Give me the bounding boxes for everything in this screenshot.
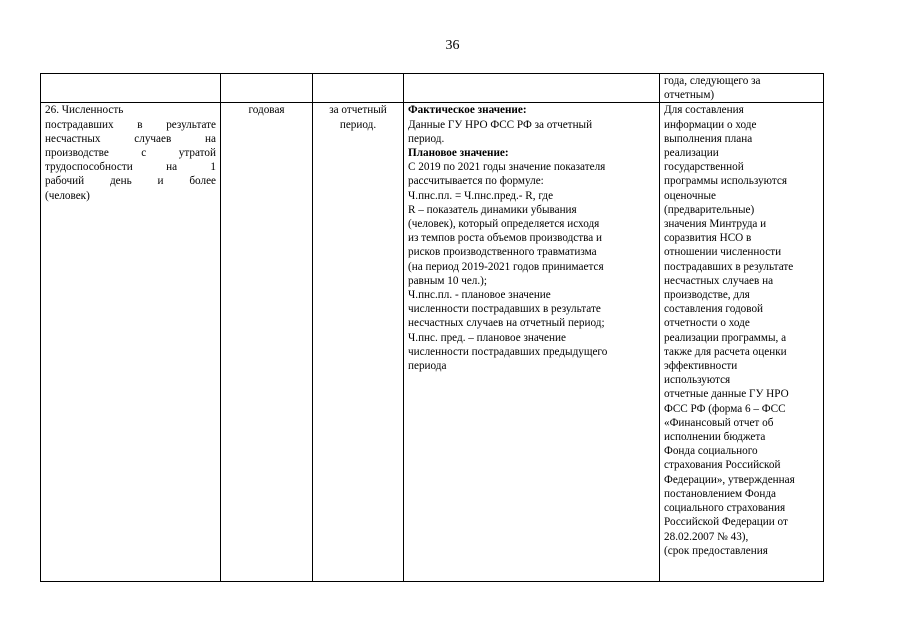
table-row xyxy=(41,103,824,582)
text-line: за отчетный xyxy=(329,104,387,117)
text-line: года, следующего за xyxy=(664,75,761,87)
text-line: (человек) xyxy=(45,189,90,202)
text-line: реализации xyxy=(664,147,719,160)
table-cell-source-continued xyxy=(660,74,824,103)
text-line: страхования Российской xyxy=(664,459,781,472)
text-line: отчетные данные ГУ НРО xyxy=(664,388,789,401)
text-line: 26. Численность xyxy=(45,104,124,117)
table-row xyxy=(41,74,824,103)
text-line: соразвития НСО в xyxy=(664,232,752,245)
text-line: реализации программы, а xyxy=(664,331,787,344)
periodicity-cell xyxy=(221,103,313,582)
text-line: отчетности о ходе xyxy=(664,317,750,330)
text-line: (человек), который определяется исходя xyxy=(408,218,600,231)
text-line: трудоспособности на 1 xyxy=(45,161,216,174)
method-cell xyxy=(404,103,660,582)
page-number: 36 xyxy=(445,38,460,53)
text-line: информации о ходе xyxy=(664,118,757,131)
text-line: несчастных случаев на xyxy=(664,274,774,287)
text-line: (срок предоставления xyxy=(664,544,768,557)
text-line: производстве, для xyxy=(664,289,750,302)
text-line: (на период 2019-2021 годов принимается xyxy=(408,260,604,273)
text-line: используются xyxy=(664,374,731,387)
text-line: численности пострадавших предыдущего xyxy=(408,345,608,358)
plan-heading: Плановое значение: xyxy=(408,147,509,160)
text-line: оценочные xyxy=(664,189,716,202)
text-line: Федерации», утвержденная xyxy=(664,473,795,486)
text-line: периода xyxy=(408,360,447,373)
text-line: из темпов роста объемов производства и xyxy=(408,232,603,245)
text-line: Российской Федерации от xyxy=(664,516,788,529)
text-line: «Финансовый отчет об xyxy=(664,416,774,429)
text-line: отношении численности xyxy=(664,246,782,259)
text-line: пострадавших в результате xyxy=(664,260,794,273)
text-line: государственной xyxy=(664,161,744,174)
text-line: Для составления xyxy=(664,104,744,117)
text-line: постановлением Фонда xyxy=(664,487,776,500)
fact-heading: Фактическое значение: xyxy=(408,104,527,117)
text-line: несчастных случаев на отчетный период; xyxy=(408,317,605,330)
text-line: R – показатель динамики убывания xyxy=(408,203,577,216)
text-line: также для расчета оценки xyxy=(664,345,787,358)
table-cell xyxy=(404,74,660,103)
source-cell xyxy=(660,103,824,582)
text-line: отчетным) xyxy=(664,89,715,102)
text-line: программы используются xyxy=(664,175,787,188)
text-line: С 2019 по 2021 годы значение показателя xyxy=(408,161,606,174)
text-line: рассчитывается по формуле: xyxy=(408,175,544,188)
period-cell xyxy=(313,103,404,582)
text-line: исполнении бюджета xyxy=(664,431,766,444)
text-line: эффективности xyxy=(664,360,738,373)
indicator-name-cell xyxy=(41,103,221,582)
text-line: Фонда социального xyxy=(664,445,758,458)
text-line: несчастных случаев на xyxy=(45,132,216,145)
text-line: составления годовой xyxy=(664,303,764,316)
text-line: период. xyxy=(339,118,377,131)
text-line: ФСС РФ (форма 6 – ФСС xyxy=(664,402,786,415)
text-line: рисков производственного травматизма xyxy=(408,246,597,259)
text-line: Ч.пнс. пред. – плановое значение xyxy=(408,331,566,344)
text-line: Данные ГУ НРО ФСС РФ за отчетный xyxy=(408,118,593,131)
text-line: период. xyxy=(408,132,445,145)
text-line: Ч.пнс.пл. - плановое значение xyxy=(408,289,551,302)
text-line: пострадавших в результате xyxy=(45,118,216,131)
table-cell xyxy=(41,74,221,103)
text-line: выполнения плана xyxy=(664,132,753,145)
table-cell xyxy=(221,74,313,103)
periodicity-text: годовая xyxy=(248,104,285,117)
text-line: рабочий день и более xyxy=(45,175,216,188)
text-line: (предварительные) xyxy=(664,203,755,216)
table-cell xyxy=(313,74,404,103)
text-line: значения Минтруда и xyxy=(664,218,767,231)
formula-line: Ч.пнс.пл. = Ч.пнс.пред.- R, где xyxy=(408,189,554,202)
text-line: равным 10 чел.); xyxy=(408,274,488,287)
text-line: производстве с утратой xyxy=(45,147,216,160)
indicators-table xyxy=(40,73,824,582)
text-line: социального страхования xyxy=(664,502,786,515)
text-line: 28.02.2007 № 43), xyxy=(664,530,749,543)
text-line: численности пострадавших в результате xyxy=(408,303,601,316)
